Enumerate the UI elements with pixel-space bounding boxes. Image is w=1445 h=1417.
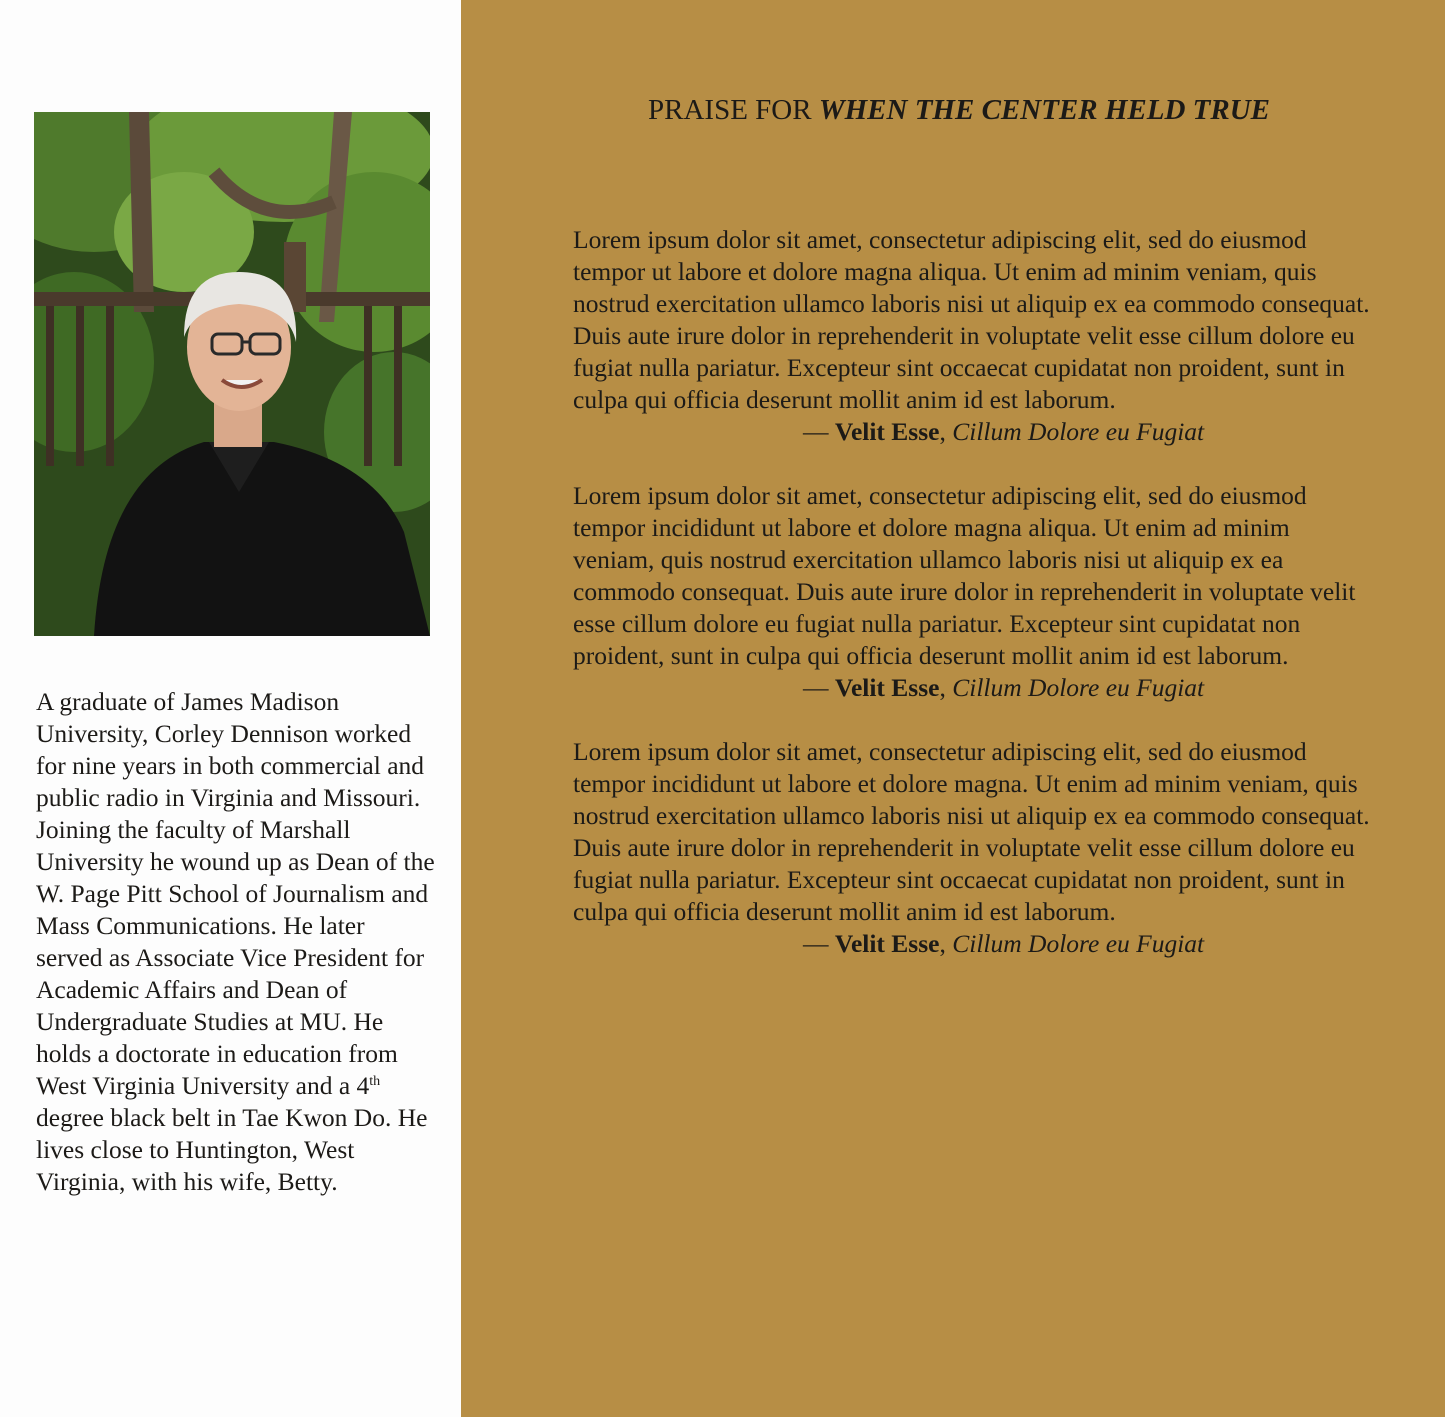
author-photo	[34, 112, 430, 636]
left-panel	[0, 0, 461, 1417]
author-bio	[36, 686, 436, 1198]
attribution-dash: —	[803, 929, 835, 958]
quote-text: Lorem ipsum dolor sit amet, consectetur adipiscing elit, sed do eiusmod tempor ut labore et dolore magna aliqua. Ut enim ad minim veniam, quis nostrud exercitation ullamco laboris nisi ut aliquip ex ea commodo consequat. Duis aute irure dolor in reprehenderit in voluptate velit esse cillum dolore eu fugiat nulla pariatur. Excepteur sint occaecat cupidatat non proident, sunt in culpa qui officia deserunt mollit anim id est laborum.	[573, 225, 1370, 414]
attribution-source: Cillum Dolore eu Fugiat	[952, 417, 1205, 446]
praise-quote	[573, 224, 1383, 448]
praise-heading	[648, 90, 1298, 130]
book-title: WHEN THE CENTER HELD TRUE	[818, 94, 1270, 126]
quote-text: Lorem ipsum dolor sit amet, consectetur adipiscing elit, sed do eiusmod tempor incididunt ut labore et dolore magna aliqua. Ut enim ad minim veniam, quis nostrud exercitation ullamco laboris nisi ut aliquip ex ea commodo consequat. Duis aute irure dolor in reprehenderit in voluptate velit esse cillum dolore eu fugiat nulla pariatur. Excepteur sint cupidatat non proident, sunt in culpa qui officia deserunt mollit anim id est laborum.	[573, 481, 1356, 670]
quote-attribution	[573, 672, 1383, 704]
right-panel	[461, 0, 1445, 1417]
quote-attribution	[573, 416, 1383, 448]
praise-quote	[573, 736, 1383, 960]
ordinal-suffix: th	[369, 1074, 381, 1089]
quote-attribution	[573, 928, 1383, 960]
attribution-name: Velit Esse	[834, 673, 940, 702]
author-bio-text-end: degree black belt in Tae Kwon Do. He lives close to Huntington, West Virginia, with his wife, Betty.	[36, 1103, 428, 1196]
praise-quote	[573, 480, 1383, 704]
attribution-source: Cillum Dolore eu Fugiat	[952, 673, 1205, 702]
author-bio-text: A graduate of James Madison University, Corley Dennison worked for nine years in both commercial and public radio in Virginia and Missouri. Joining the faculty of Marshall University he wound up as Dean of the W. Page Pitt School of Journalism and Mass Communications. He later served as Associate Vice President for Academic Affairs and Dean of Undergraduate Studies at MU. He holds a doctorate in education from West Virginia University and a 4	[36, 687, 435, 1100]
praise-list	[573, 224, 1383, 992]
attribution-source: Cillum Dolore eu Fugiat	[952, 929, 1205, 958]
quote-text: Lorem ipsum dolor sit amet, consectetur adipiscing elit, sed do eiusmod tempor incididunt ut labore et dolore magna. Ut enim ad minim veniam, quis nostrud exercitation ullamco laboris nisi ut aliquip ex ea commodo consequat. Duis aute irure dolor in reprehenderit in voluptate velit esse cillum dolore eu fugiat nulla pariatur. Excepteur sint occaecat cupidatat non proident, sunt in culpa qui officia deserunt mollit anim id est laborum.	[573, 737, 1370, 926]
attribution-separator: ,	[939, 929, 953, 958]
attribution-name: Velit Esse	[834, 417, 940, 446]
author-photo-illustration	[34, 112, 430, 636]
attribution-separator: ,	[939, 417, 953, 446]
attribution-dash: —	[803, 673, 835, 702]
attribution-dash: —	[803, 417, 835, 446]
attribution-separator: ,	[939, 673, 953, 702]
praise-heading-prefix: PRAISE FOR	[648, 94, 819, 126]
attribution-name: Velit Esse	[834, 929, 940, 958]
